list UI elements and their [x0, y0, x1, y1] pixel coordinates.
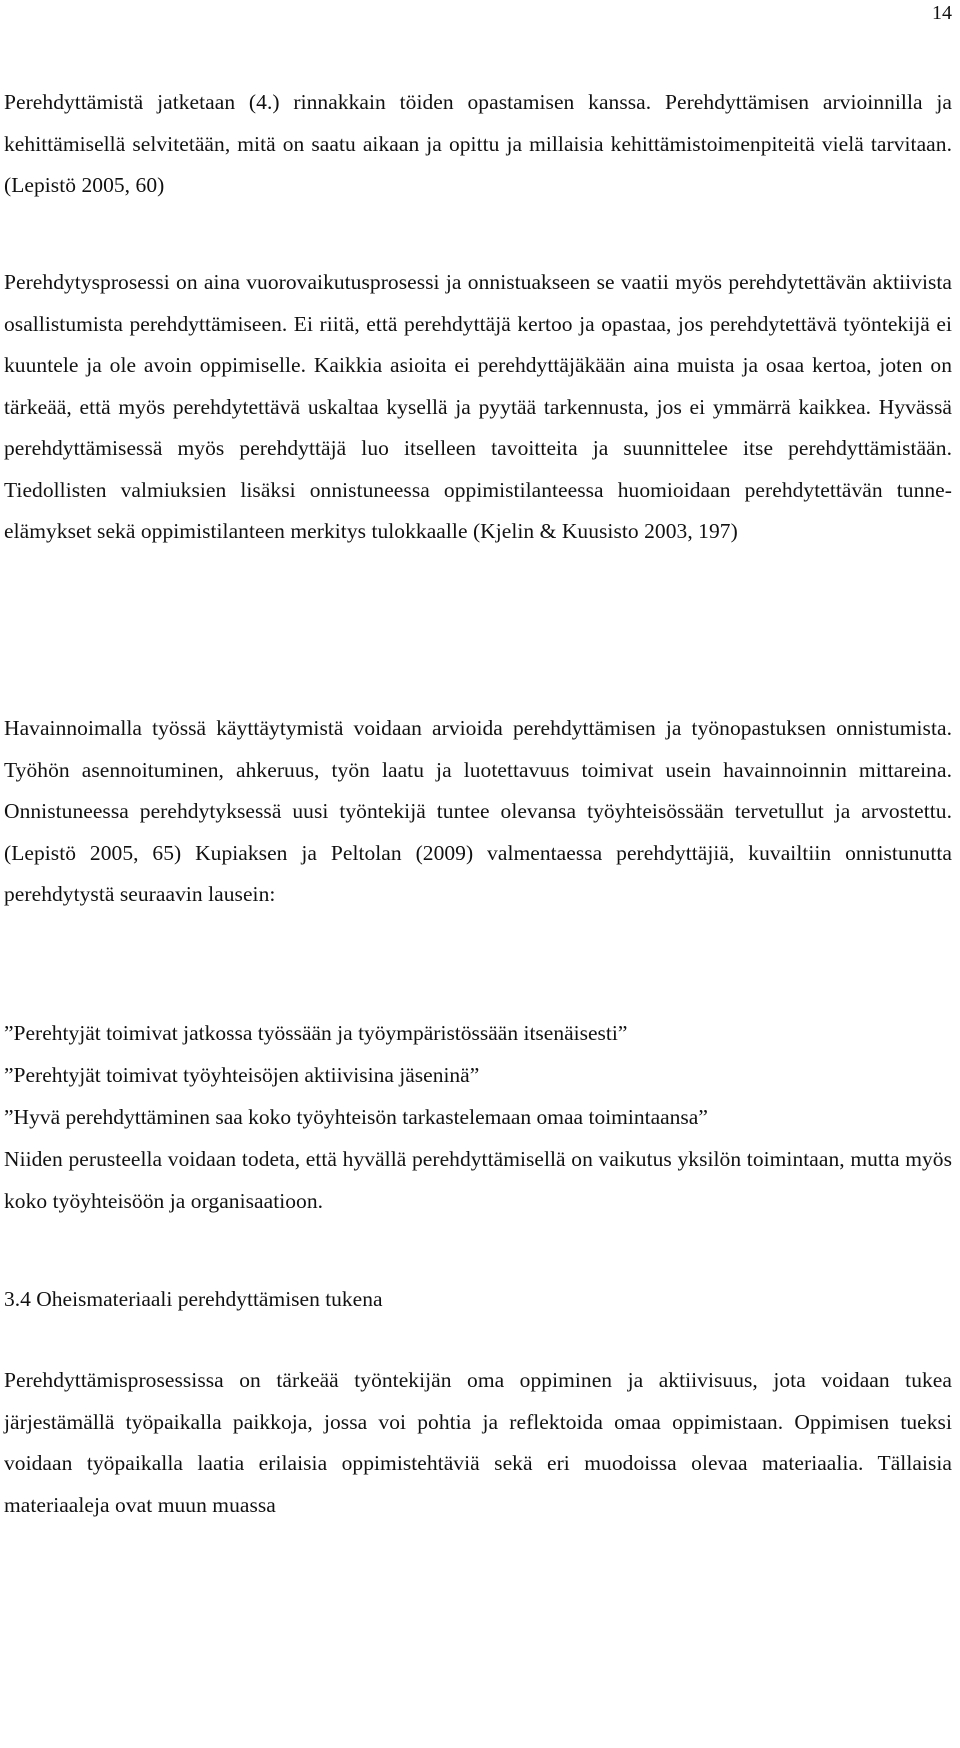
paragraph-vuorovaikutusprosessi: Perehdytysprosessi on aina vuorovaikutusprosessi ja onnistuakseen se vaatii myös perehdytettävän aktiivista osallistumista perehdyttämiseen. Ei riitä, että perehdyttäjä kertoo ja opastaa, jos perehdytettävä työntekijä ei kuuntele ja ole avoin oppimiselle. Kaikkia asioita ei perehdyttäjäkään aina muista ja osaa kertoa, joten on tärkeää, että myös perehdytettävä uskaltaa kysellä ja pyytää tarkennusta, jos ei ymmärrä kaikkea. Hyvässä perehdyttämisessä myös perehdyttäjä luo itselleen tavoitteita ja suunnittelee itse perehdyttämistään. Tiedollisten valmiuksien lisäksi onnistuneessa oppimistilanteessa huomioidaan perehdytettävän tunne-elämykset sekä oppimistilanteen merkitys tulokkaalle (Kjelin & Kuusisto 2003, 197)	[4, 270, 952, 543]
paragraph-perehdyttaminen-jatkuu: Perehdyttämistä jatketaan (4.) rinnakkain töiden opastamisen kanssa. Perehdyttämisen arvioinnilla ja kehittämisellä selvitetään, mitä on saatu aikaan ja opittu ja millaisia kehittämistoimenpiteitä vielä tarvitaan. (Lepistö 2005, 60)	[4, 90, 952, 197]
paragraph-oheismateriaali: Perehdyttämisprosessissa on tärkeää työntekijän oma oppiminen ja aktiivisuus, jota voidaan tukea järjestämällä työpaikalla paikkoja, jossa voi pohtia ja reflektoida omaa oppimistaan. Oppimisen tueksi voidaan työpaikalla laatia erilaisia oppimistehtäviä sekä eri muodoissa olevaa materiaalia. Tällaisia materiaaleja ovat muun muassa	[4, 1368, 952, 1517]
paragraph-johtopaatos: Niiden perusteella voidaan todeta, että hyvällä perehdyttämisellä on vaikutus yksilön toimintaan, mutta myös koko työyhteisöön ja organisaatioon.	[4, 1147, 952, 1213]
paragraph-havainnointi: Havainnoimalla työssä käyttäytymistä voidaan arvioida perehdyttämisen ja työnopastuksen onnistumista. Työhön asennoituminen, ahkeruus, työn laatu ja luotettavuus toimivat usein havainnoinnin mittareina. Onnistuneessa perehdytyksessä uusi työntekijä tuntee olevansa työyhteisössään tervetullut ja arvostettu. (Lepistö 2005, 65) Kupiaksen ja Peltolan (2009) valmentaessa perehdyttäjiä, kuvailtiin onnistunutta perehdytystä seuraavin lausein:	[4, 716, 952, 906]
quote-line-2: ”Perehtyjät toimivat työyhteisöjen aktiivisina jäseninä”	[4, 1063, 480, 1087]
page-number: 14	[932, 2, 952, 24]
quote-line-1: ”Perehtyjät toimivat jatkossa työssään ja työympäristössään itsenäisesti”	[4, 1021, 628, 1045]
section-heading: 3.4 Oheismateriaali perehdyttämisen tukena	[4, 1287, 383, 1311]
quote-line-3: ”Hyvä perehdyttäminen saa koko työyhteisön tarkastelemaan omaa toimintaansa”	[4, 1105, 708, 1129]
